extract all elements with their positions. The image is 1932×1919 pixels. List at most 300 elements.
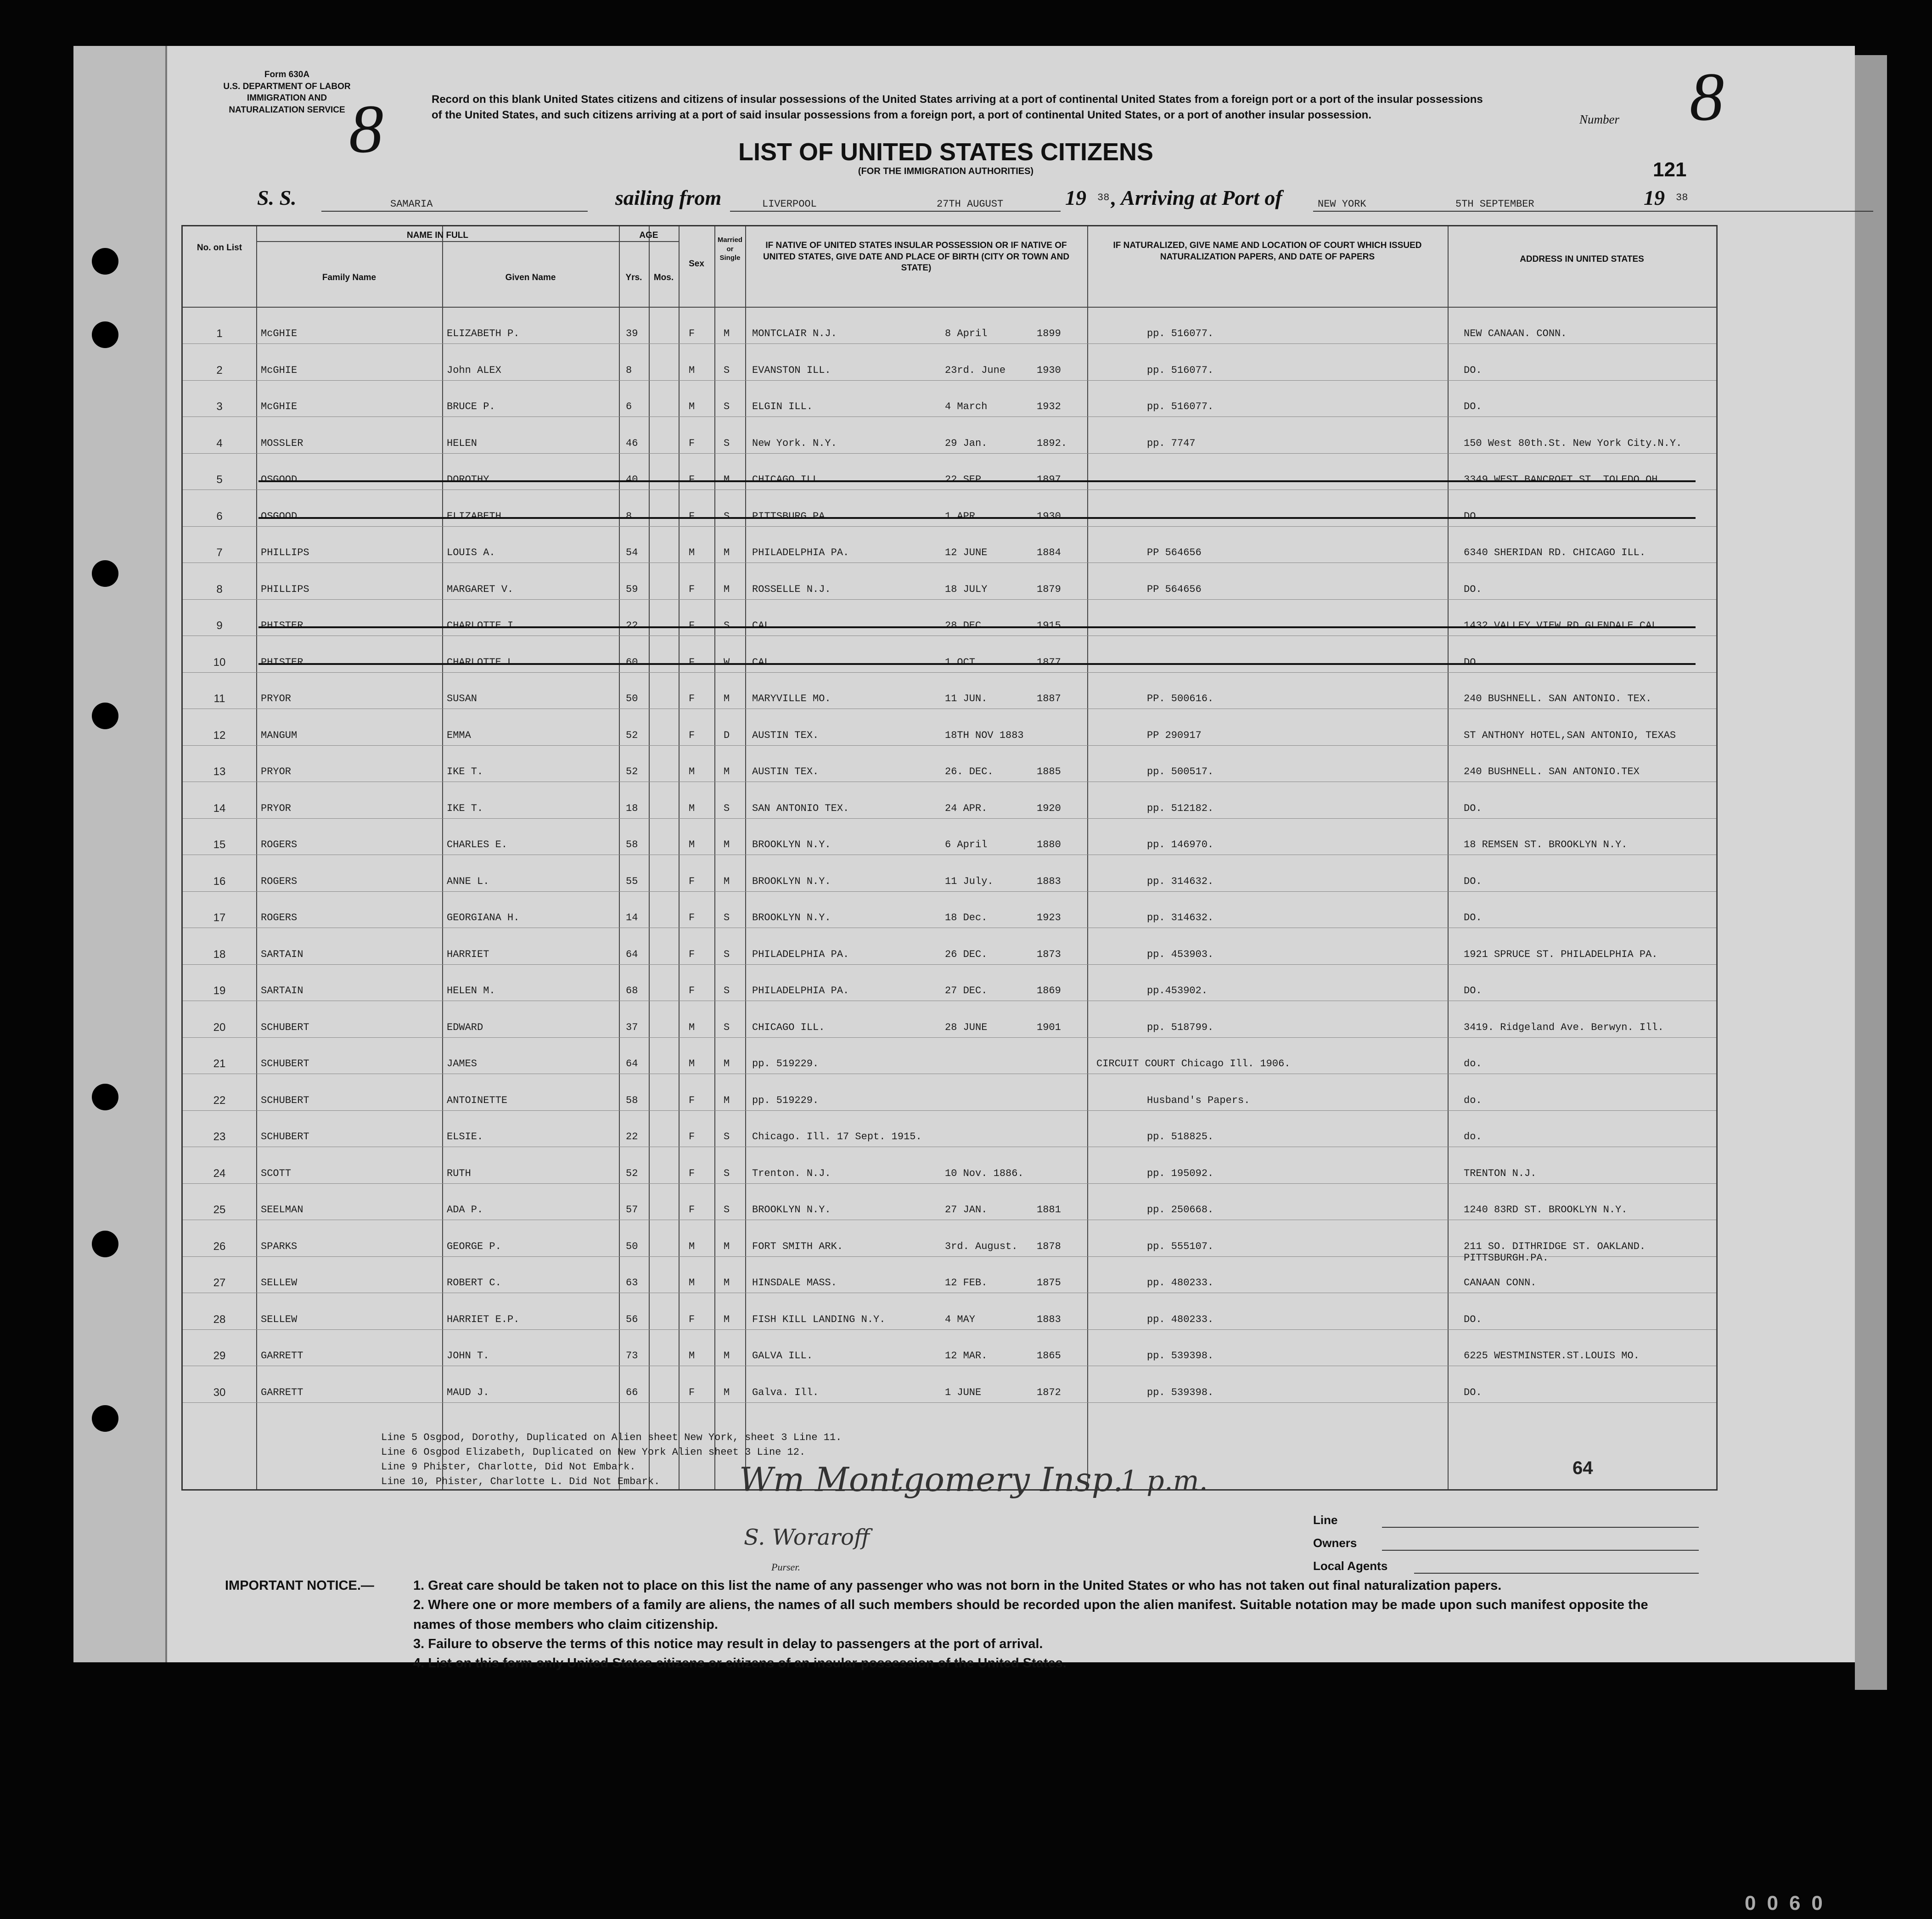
cell-year: 1930 (1037, 510, 1061, 522)
cell-family: SELLEW (261, 1277, 298, 1289)
microfilm-frame-code: 0060 (1745, 1892, 1834, 1914)
cell-address: DO. (1464, 510, 1482, 522)
row-number: 15 (213, 839, 226, 851)
cell-age: 60 (626, 656, 638, 668)
cell-given: JOHN T. (447, 1350, 489, 1362)
cell-sex: M (689, 1058, 695, 1069)
cell-family: McGHIE (261, 328, 298, 339)
cell-place: BROOKLYN N.Y. (752, 1204, 831, 1216)
cell-ms: M (724, 1386, 730, 1398)
cell-papers: pp. 146970. (1147, 839, 1214, 850)
cell-age: 66 (626, 1386, 638, 1398)
cell-date: 24 APR. (945, 802, 988, 814)
notice-item: 2. Where one or more members of a family are aliens, the names of all such members should be recorded upon the alien manifest. Suitable notation may be made upon such manifest opposite the names of those members who claim citizenship. (413, 1598, 1648, 1632)
cell-address: ST ANTHONY HOTEL,SAN ANTONIO, TEXAS (1464, 729, 1676, 741)
cell-year: 1879 (1037, 583, 1061, 595)
cell-ms: S (724, 912, 730, 923)
cell-age: 8 (626, 364, 632, 376)
cell-ms: M (724, 693, 730, 704)
row-number: 18 (213, 948, 226, 961)
cell-papers: pp.453902. (1147, 985, 1208, 996)
punch-hole (92, 703, 118, 729)
row-number: 29 (213, 1350, 226, 1362)
notice-item: 4. List on this form only United States citizens or citizens of an insular possession of the United States. (413, 1656, 1067, 1671)
cell-age: 8 (626, 510, 632, 522)
cell-ms: S (724, 510, 730, 522)
cell-age: 55 (626, 875, 638, 887)
punch-hole (92, 1405, 118, 1432)
record-instructions: Record on this blank United States citizens and citizens of insular possessions of the United States arriving at a port of continental United States from a foreign port or a port of the insular possessions of the United States, and such citizens arriving at a port of said insular possessions from a foreign port, a port of continental United States, or a port of another insular possession. (432, 93, 1483, 121)
strikethrough-line (258, 626, 1696, 628)
cell-given: EDWARD (447, 1021, 483, 1033)
cell-address: DO. (1464, 1313, 1482, 1325)
notice-item: 3. Failure to observe the terms of this notice may result in delay to passengers at the port of arrival. (413, 1636, 1043, 1651)
cell-family: PRYOR (261, 802, 292, 814)
cell-ms: M (724, 1350, 730, 1362)
strikethrough-line (258, 517, 1696, 519)
cell-age: 52 (626, 729, 638, 741)
cell-family: SCOTT (261, 1167, 292, 1179)
cell-sex: F (689, 875, 695, 887)
cell-given: ROBERT C. (447, 1277, 501, 1289)
row-number: 25 (213, 1204, 226, 1216)
cell-family: MANGUM (261, 729, 298, 741)
cell-age: 68 (626, 985, 638, 996)
punch-hole (92, 1231, 118, 1257)
cell-year: 1873 (1037, 948, 1061, 960)
cell-papers: PP 564656 (1147, 583, 1202, 595)
cell-papers: PP 564656 (1147, 547, 1202, 558)
number-label: Number (1579, 113, 1619, 126)
cell-age: 50 (626, 1240, 638, 1252)
cell-address: do. (1464, 1058, 1482, 1069)
cell-place: FISH KILL LANDING N.Y. (752, 1313, 886, 1325)
header-given-name: Given Name (505, 273, 556, 282)
row-number: 30 (213, 1386, 226, 1399)
cell-date: 27 DEC. (945, 985, 988, 996)
header-age-years: Yrs. (625, 273, 642, 282)
cell-sex: F (689, 693, 695, 704)
cell-ms: S (724, 1204, 730, 1216)
cell-family: SCHUBERT (261, 1021, 309, 1033)
cell-ms: S (724, 437, 730, 449)
cell-papers: pp. 453903. (1147, 948, 1214, 960)
punch-hole (92, 248, 118, 275)
cell-year: 1872 (1037, 1386, 1061, 1398)
row-number: 14 (213, 802, 226, 815)
header-age: AGE (639, 231, 658, 240)
row-number: 13 (213, 765, 226, 778)
cell-ms: S (724, 364, 730, 376)
cell-year: 1892. (1037, 437, 1067, 449)
cell-family: MOSSLER (261, 437, 303, 449)
footnote-line: Line 5 Osgood, Dorothy, Duplicated on Alien sheet New York, sheet 3 Line 11. (381, 1432, 842, 1443)
row-number: 21 (213, 1058, 226, 1070)
cell-address: do. (1464, 1131, 1482, 1142)
header-married-single: Married or Single (717, 236, 743, 262)
cell-place: PHILADELPHIA PA. (752, 948, 849, 960)
header-age-months: Mos. (653, 273, 674, 282)
cell-ms: M (724, 1094, 730, 1106)
cell-family: ROGERS (261, 839, 298, 850)
cell-family: PHISTER (261, 656, 303, 668)
cell-sex: F (689, 328, 695, 339)
purser-signature: S. Woraroff (744, 1525, 870, 1550)
cell-sex: M (689, 766, 695, 777)
cell-address: DO. (1464, 802, 1482, 814)
cell-family: PRYOR (261, 766, 292, 777)
handwritten-left-mark: 8 (349, 91, 383, 167)
row-number: 28 (213, 1313, 226, 1326)
cell-year: 1883 (1037, 875, 1061, 887)
cell-papers: pp. 518799. (1147, 1021, 1214, 1033)
inspection-time: 1 p.m. (1120, 1465, 1208, 1497)
cell-date: 29 Jan. (945, 437, 988, 449)
cell-family: GARRETT (261, 1386, 303, 1398)
arrival-year: 38 (1676, 192, 1688, 203)
cell-date: 1 JUNE (945, 1386, 982, 1398)
cell-papers: pp. 195092. (1147, 1167, 1214, 1179)
cell-ms: S (724, 620, 730, 631)
cell-ms: W (724, 656, 730, 668)
cell-date: 18TH NOV 1883 (945, 729, 1024, 741)
cell-date: 23rd. June (945, 364, 1006, 376)
cell-sex: F (689, 1131, 695, 1142)
cell-address: 6340 SHERIDAN RD. CHICAGO ILL. (1464, 547, 1646, 558)
cell-given: ELIZABETH (447, 510, 501, 522)
row-number: 3 (216, 400, 223, 413)
cell-family: ROGERS (261, 912, 298, 923)
cell-given: ADA P. (447, 1204, 483, 1216)
cell-date: 28 JUNE (945, 1021, 988, 1033)
cell-sex: F (689, 474, 695, 485)
cell-family: OSGOOD (261, 474, 298, 485)
row-number: 24 (213, 1167, 226, 1180)
cell-sex: F (689, 510, 695, 522)
cell-address: 240 BUSHNELL. SAN ANTONIO. TEX. (1464, 693, 1652, 704)
cell-papers: pp. 7747 (1147, 437, 1196, 449)
cell-age: 37 (626, 1021, 638, 1033)
service-name-line1: IMMIGRATION AND (247, 93, 327, 103)
strikethrough-line (258, 663, 1696, 665)
cell-place: MARYVILLE MO. (752, 693, 831, 704)
cell-sex: F (689, 1386, 695, 1398)
cell-address: CANAAN CONN. (1464, 1277, 1537, 1289)
passenger-table (181, 225, 1718, 1491)
form-number: Form 630A (264, 70, 310, 79)
cell-age: 54 (626, 547, 638, 558)
cell-sex: M (689, 839, 695, 850)
cell-sex: F (689, 620, 695, 631)
cell-age: 46 (626, 437, 638, 449)
cell-age: 14 (626, 912, 638, 923)
cell-papers: pp. 516077. (1147, 401, 1214, 412)
cell-sex: F (689, 1204, 695, 1216)
cell-place: BROOKLYN N.Y. (752, 839, 831, 850)
cell-family: PRYOR (261, 693, 292, 704)
cell-year: 1932 (1037, 401, 1061, 412)
cell-place: CAL. (752, 620, 776, 631)
cell-age: 22 (626, 1131, 638, 1142)
header-address: ADDRESS IN UNITED STATES (1520, 254, 1644, 264)
cell-papers: PP. 500616. (1147, 693, 1214, 704)
cell-given: HELEN M. (447, 985, 495, 996)
cell-date: 22 SEP. (945, 474, 988, 485)
cell-year: 1877 (1037, 656, 1061, 668)
owners-label: Owners (1313, 1536, 1357, 1550)
cell-date: 4 MAY (945, 1313, 976, 1325)
cell-ms: S (724, 1021, 730, 1033)
cell-sex: M (689, 547, 695, 558)
cell-address: DO. (1464, 875, 1482, 887)
header-sex: Sex (689, 259, 704, 269)
cell-age: 57 (626, 1204, 638, 1216)
cell-age: 73 (626, 1350, 638, 1362)
cell-ms: M (724, 839, 730, 850)
row-number: 8 (216, 583, 223, 596)
cell-age: 39 (626, 328, 638, 339)
cell-sex: F (689, 948, 695, 960)
cell-papers: pp. 500517. (1147, 766, 1214, 777)
cell-given: HARRIET E.P. (447, 1313, 520, 1325)
cell-address: DO. (1464, 985, 1482, 996)
cell-date: 26 DEC. (945, 948, 988, 960)
page-title: LIST OF UNITED STATES CITIZENS (738, 138, 1153, 166)
departure-year-prefix: 19 (1065, 186, 1086, 209)
arrival-year-prefix: 19 (1644, 186, 1665, 209)
cell-year: 1915 (1037, 620, 1061, 631)
cell-address: DO. (1464, 401, 1482, 412)
cell-place: pp. 519229. (752, 1058, 819, 1069)
cell-ms: S (724, 948, 730, 960)
voyage-line (257, 186, 1690, 214)
cell-date: 3rd. August. (945, 1240, 1018, 1252)
cell-family: PHILLIPS (261, 583, 309, 595)
cell-sex: M (689, 1350, 695, 1362)
punch-hole (92, 321, 118, 348)
cell-ms: D (724, 729, 730, 741)
cell-date: 4 March (945, 401, 988, 412)
cell-sex: F (689, 1094, 695, 1106)
cell-address: NEW CANAAN. CONN. (1464, 328, 1567, 339)
cell-date: 12 JUNE (945, 547, 988, 558)
arrival-port: NEW YORK (1318, 198, 1366, 210)
cell-ms: M (724, 1313, 730, 1325)
notice-item: 1. Great care should be taken not to place on this list the name of any passenger who was not born in the United States or who has not taken out final naturalization papers. (413, 1578, 1502, 1593)
cell-place: BROOKLYN N.Y. (752, 875, 831, 887)
cell-date: 27 JAN. (945, 1204, 988, 1216)
cell-age: 59 (626, 583, 638, 595)
row-number: 7 (216, 546, 223, 559)
cell-given: JAMES (447, 1058, 477, 1069)
header-birth-place-date: IF NATIVE OF UNITED STATES INSULAR POSSESSION OR IF NATIVE OF UNITED STATES, GIVE DATE AND PLACE OF BIRTH (CITY OR TOWN AND STATE) (763, 241, 1070, 273)
cell-date: 11 July. (945, 875, 994, 887)
arriving-label: , Arriving at Port of (1111, 186, 1282, 209)
cell-age: 22 (626, 620, 638, 631)
cell-place: AUSTIN TEX. (752, 766, 819, 777)
cell-given: LOUIS A. (447, 547, 495, 558)
cell-family: SARTAIN (261, 985, 303, 996)
header-naturalization: IF NATURALIZED, GIVE NAME AND LOCATION OF COURT WHICH ISSUED NATURALIZATION PAPERS, AND DATE OF PAPERS (1113, 241, 1422, 262)
cell-age: 64 (626, 948, 638, 960)
cell-ms: S (724, 401, 730, 412)
cell-papers: pp. 480233. (1147, 1313, 1214, 1325)
cell-year: 1901 (1037, 1021, 1061, 1033)
cell-date: 28 DEC. (945, 620, 988, 631)
row-number: 20 (213, 1021, 226, 1034)
cell-address: 1240 83RD ST. BROOKLYN N.Y. (1464, 1204, 1628, 1216)
cell-family: SCHUBERT (261, 1094, 309, 1106)
cell-ms: S (724, 1167, 730, 1179)
cell-date: 1 APR. (945, 510, 982, 522)
cell-age: 52 (626, 766, 638, 777)
departure-port: LIVERPOOL (762, 198, 817, 210)
row-number: 22 (213, 1094, 226, 1107)
cell-year: 1923 (1037, 912, 1061, 923)
cell-sex: M (689, 1277, 695, 1289)
cell-year: 1930 (1037, 364, 1061, 376)
cell-given: DOROTHY (447, 474, 489, 485)
cell-papers: pp. 539398. (1147, 1386, 1214, 1398)
cell-year: 1885 (1037, 766, 1061, 777)
ship-name: SAMARIA (390, 198, 433, 210)
cell-address: DO. (1464, 912, 1482, 923)
cell-papers: pp. 480233. (1147, 1277, 1214, 1289)
footnote-line: Line 6 Osgood Elizabeth, Duplicated on New York Alien sheet 3 Line 12. (381, 1446, 806, 1458)
cell-given: ELIZABETH P. (447, 328, 520, 339)
cell-given: CHARLOTTE I. (447, 620, 520, 631)
cell-ms: M (724, 875, 730, 887)
cell-place: pp. 519229. (752, 1094, 819, 1106)
cell-year: 1880 (1037, 839, 1061, 850)
handwritten-right-mark: 8 (1690, 59, 1724, 135)
ss-label: S. S. (257, 186, 297, 209)
cell-address: 240 BUSHNELL. SAN ANTONIO.TEX (1464, 766, 1640, 777)
cell-address: TRENTON N.J. (1464, 1167, 1537, 1179)
row-number: 19 (213, 985, 226, 997)
cell-place: Trenton. N.J. (752, 1167, 831, 1179)
cell-place: PHILADELPHIA PA. (752, 985, 849, 996)
cell-sex: M (689, 1021, 695, 1033)
page-edge-stack (1855, 55, 1887, 1690)
sailing-from-label: sailing from (615, 186, 722, 209)
cell-family: ROGERS (261, 875, 298, 887)
cell-ms: M (724, 547, 730, 558)
cell-ms: S (724, 1131, 730, 1142)
cell-family: SEELMAN (261, 1204, 303, 1216)
header-family-name: Family Name (322, 273, 376, 282)
page-subtitle: (FOR THE IMMIGRATION AUTHORITIES) (858, 166, 1034, 176)
cell-papers: CIRCUIT COURT Chicago Ill. 1906. (1096, 1058, 1291, 1069)
cell-date: 6 April (945, 839, 988, 850)
notice-heading: IMPORTANT NOTICE.— (225, 1578, 374, 1593)
cell-place: New York. N.Y. (752, 437, 837, 449)
cell-given: IKE T. (447, 802, 483, 814)
cell-given: CHARLES E. (447, 839, 508, 850)
cell-age: 58 (626, 1094, 638, 1106)
cell-given: RUTH (447, 1167, 471, 1179)
cell-age: 56 (626, 1313, 638, 1325)
cell-age: 6 (626, 401, 632, 412)
cell-place: SAN ANTONIO TEX. (752, 802, 849, 814)
cell-address: 150 West 80th.St. New York City.N.Y. (1464, 437, 1682, 449)
cell-sex: M (689, 364, 695, 376)
cell-address: DO. (1464, 656, 1482, 668)
cell-place: MONTCLAIR N.J. (752, 328, 837, 339)
cell-date: 10 Nov. 1886. (945, 1167, 1024, 1179)
cell-papers: pp. 516077. (1147, 364, 1214, 376)
cell-sex: F (689, 985, 695, 996)
cell-age: 18 (626, 802, 638, 814)
cell-papers: Husband's Papers. (1147, 1094, 1250, 1106)
cell-age: 64 (626, 1058, 638, 1069)
cell-given: MAUD J. (447, 1386, 489, 1398)
cell-place: PITTSBURG PA. (752, 510, 831, 522)
punch-hole (92, 1084, 118, 1110)
cell-given: CHARLOTTE L. (447, 656, 520, 668)
cell-sex: F (689, 437, 695, 449)
cell-given: ELSIE. (447, 1131, 483, 1142)
cell-address: 18 REMSEN ST. BROOKLYN N.Y. (1464, 839, 1628, 850)
cell-papers: pp. 539398. (1147, 1350, 1214, 1362)
cell-given: GEORGE P. (447, 1240, 501, 1252)
row-number: 1 (216, 327, 223, 340)
cell-papers: PP 290917 (1147, 729, 1202, 741)
header-name-in-full: NAME IN FULL (406, 231, 469, 240)
row-number: 23 (213, 1131, 226, 1143)
row-number: 4 (216, 437, 223, 450)
cell-papers: pp. 518825. (1147, 1131, 1214, 1142)
cell-given: SUSAN (447, 693, 477, 704)
cell-papers: pp. 250668. (1147, 1204, 1214, 1216)
header-no-on-list: No. on List (197, 243, 242, 253)
cell-papers: pp. 516077. (1147, 328, 1214, 339)
footnote-line: Line 10, Phister, Charlotte L. Did Not Embark. (381, 1475, 660, 1487)
cell-family: GARRETT (261, 1350, 303, 1362)
row-number: 2 (216, 364, 223, 377)
cell-place: FORT SMITH ARK. (752, 1240, 843, 1252)
cell-ms: M (724, 766, 730, 777)
cell-given: HELEN (447, 437, 477, 449)
footnote-line: Line 9 Phister, Charlotte, Did Not Embark. (381, 1461, 636, 1473)
cell-place: PHILADELPHIA PA. (752, 547, 849, 558)
cell-address: do. (1464, 1094, 1482, 1106)
cell-place: HINSDALE MASS. (752, 1277, 837, 1289)
cell-place: ELGIN ILL. (752, 401, 813, 412)
row-number: 16 (213, 875, 226, 888)
cell-family: SPARKS (261, 1240, 298, 1252)
cell-place: GALVA ILL. (752, 1350, 813, 1362)
cell-address: 6225 WESTMINSTER.ST.LOUIS MO. (1464, 1350, 1640, 1362)
cell-sex: F (689, 583, 695, 595)
cell-given: HARRIET (447, 948, 489, 960)
cell-papers: pp. 555107. (1147, 1240, 1214, 1252)
cell-date: 18 JULY (945, 583, 988, 595)
cell-sex: M (689, 1240, 695, 1252)
strikethrough-line (258, 480, 1696, 482)
cell-given: ANTOINETTE (447, 1094, 508, 1106)
row-number: 6 (216, 510, 223, 523)
row-number: 11 (213, 692, 225, 705)
cell-date: 11 JUN. (945, 693, 988, 704)
cell-papers: pp. 512182. (1147, 802, 1214, 814)
cell-family: PHISTER (261, 620, 303, 631)
cell-date: 1 OCT. (945, 656, 982, 668)
cell-address: DO. (1464, 1386, 1482, 1398)
cell-age: 63 (626, 1277, 638, 1289)
cell-given: ANNE L. (447, 875, 489, 887)
department-name: U.S. DEPARTMENT OF LABOR (223, 81, 351, 91)
